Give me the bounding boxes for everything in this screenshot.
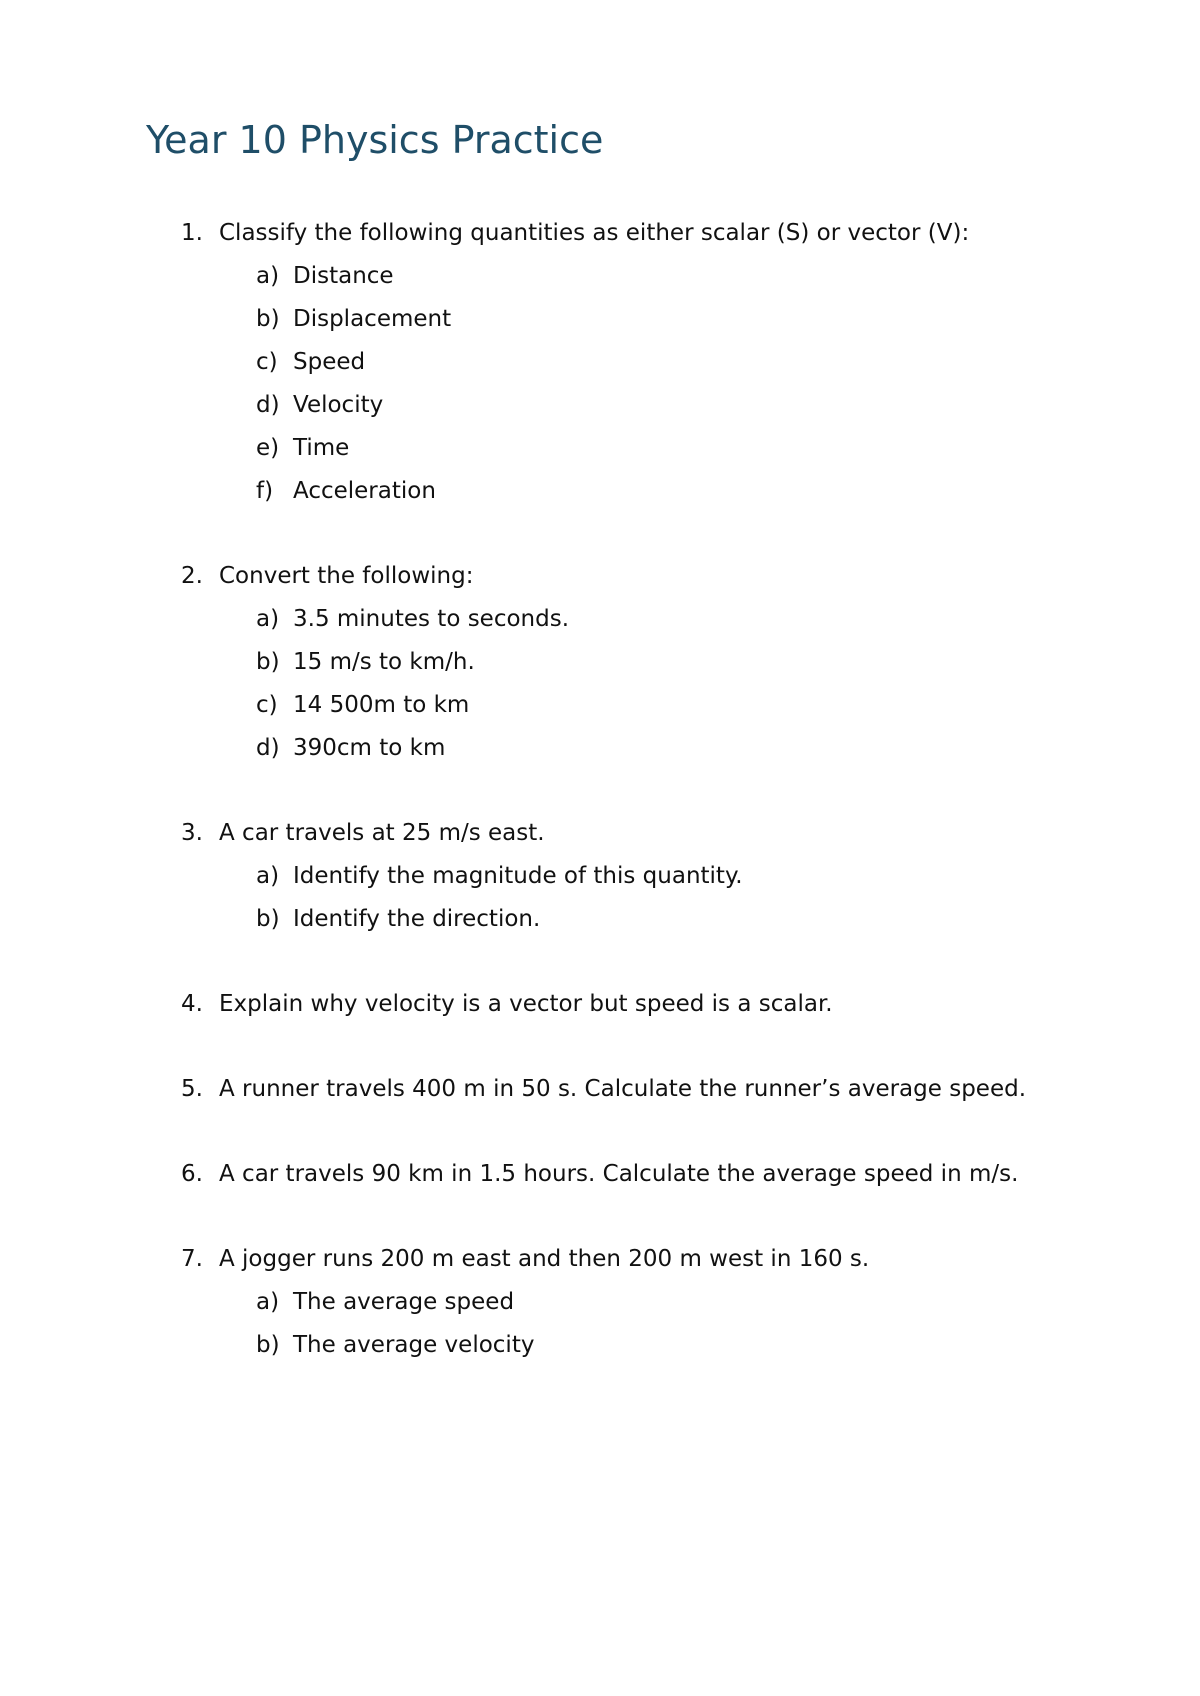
sub-question-list	[0, 598, 1200, 770]
question-stem	[0, 1153, 1034, 1196]
question-item	[0, 1153, 1200, 1196]
question-stem	[0, 1068, 1034, 1111]
sub-question-text: The average speed	[293, 1289, 515, 1315]
question-number: 5.	[181, 1076, 203, 1102]
sub-question-letter: b)	[256, 649, 280, 675]
sub-question-item	[0, 298, 1200, 341]
question-stem	[0, 812, 1034, 855]
sub-question-letter: a)	[256, 863, 280, 889]
question-item	[0, 1068, 1200, 1111]
sub-question-text: Identify the magnitude of this quantity.	[293, 863, 743, 889]
sub-question-letter: a)	[256, 263, 280, 289]
sub-question-item	[0, 727, 1200, 770]
sub-question-text: 390cm to km	[293, 735, 446, 761]
sub-question-item	[0, 341, 1200, 384]
sub-question-letter: d)	[256, 735, 280, 761]
sub-question-item	[0, 684, 1200, 727]
sub-question-letter: e)	[256, 435, 280, 461]
question-item	[0, 212, 1200, 513]
question-text: Classify the following quantities as either scalar (S) or vector (V):	[219, 220, 970, 246]
sub-question-list	[0, 255, 1200, 513]
sub-question-item	[0, 1324, 1200, 1367]
question-item	[0, 1238, 1200, 1367]
question-stem	[0, 212, 1034, 255]
sub-question-text: 3.5 minutes to seconds.	[293, 606, 570, 632]
sub-question-item	[0, 427, 1200, 470]
question-stem	[0, 555, 1034, 598]
sub-question-text: Time	[293, 435, 350, 461]
sub-question-text: Speed	[293, 349, 366, 375]
sub-question-text: Identify the direction.	[293, 906, 541, 932]
question-text: A car travels at 25 m/s east.	[219, 820, 545, 846]
sub-question-letter: b)	[256, 306, 280, 332]
sub-question-letter: b)	[256, 1332, 280, 1358]
sub-question-letter: b)	[256, 906, 280, 932]
question-list	[0, 212, 1200, 1409]
question-item	[0, 555, 1200, 770]
question-text: Convert the following:	[219, 563, 474, 589]
sub-question-text: The average velocity	[293, 1332, 535, 1358]
sub-question-item	[0, 384, 1200, 427]
question-number: 6.	[181, 1161, 203, 1187]
sub-question-text: Velocity	[293, 392, 384, 418]
sub-question-text: 15 m/s to km/h.	[293, 649, 475, 675]
question-number: 2.	[181, 563, 203, 589]
sub-question-text: Displacement	[293, 306, 452, 332]
question-stem	[0, 1238, 1034, 1281]
sub-question-letter: a)	[256, 1289, 280, 1315]
question-number: 3.	[181, 820, 203, 846]
question-item	[0, 812, 1200, 941]
question-stem	[0, 983, 1034, 1026]
question-item	[0, 983, 1200, 1026]
question-number: 4.	[181, 991, 203, 1017]
question-number: 1.	[181, 220, 203, 246]
sub-question-item	[0, 470, 1200, 513]
sub-question-letter: d)	[256, 392, 280, 418]
question-text: A car travels 90 km in 1.5 hours. Calculate the average speed in m/s.	[219, 1161, 1019, 1187]
question-text: Explain why velocity is a vector but speed is a scalar.	[219, 991, 833, 1017]
sub-question-letter: a)	[256, 606, 280, 632]
question-text: A runner travels 400 m in 50 s. Calculate the runner’s average speed.	[219, 1076, 1026, 1102]
sub-question-letter: c)	[256, 349, 278, 375]
sub-question-letter: c)	[256, 692, 278, 718]
sub-question-item	[0, 855, 1200, 898]
sub-question-item	[0, 898, 1200, 941]
sub-question-item	[0, 255, 1200, 298]
question-text: A jogger runs 200 m east and then 200 m west in 160 s.	[219, 1246, 870, 1272]
sub-question-list	[0, 855, 1200, 941]
sub-question-list	[0, 1281, 1200, 1367]
sub-question-text: Acceleration	[293, 478, 436, 504]
sub-question-item	[0, 598, 1200, 641]
sub-question-item	[0, 641, 1200, 684]
question-number: 7.	[181, 1246, 203, 1272]
sub-question-item	[0, 1281, 1200, 1324]
sub-question-text: Distance	[293, 263, 394, 289]
sub-question-letter: f)	[256, 478, 274, 504]
page-title: Year 10 Physics Practice	[146, 118, 604, 162]
sub-question-text: 14 500m to km	[293, 692, 470, 718]
